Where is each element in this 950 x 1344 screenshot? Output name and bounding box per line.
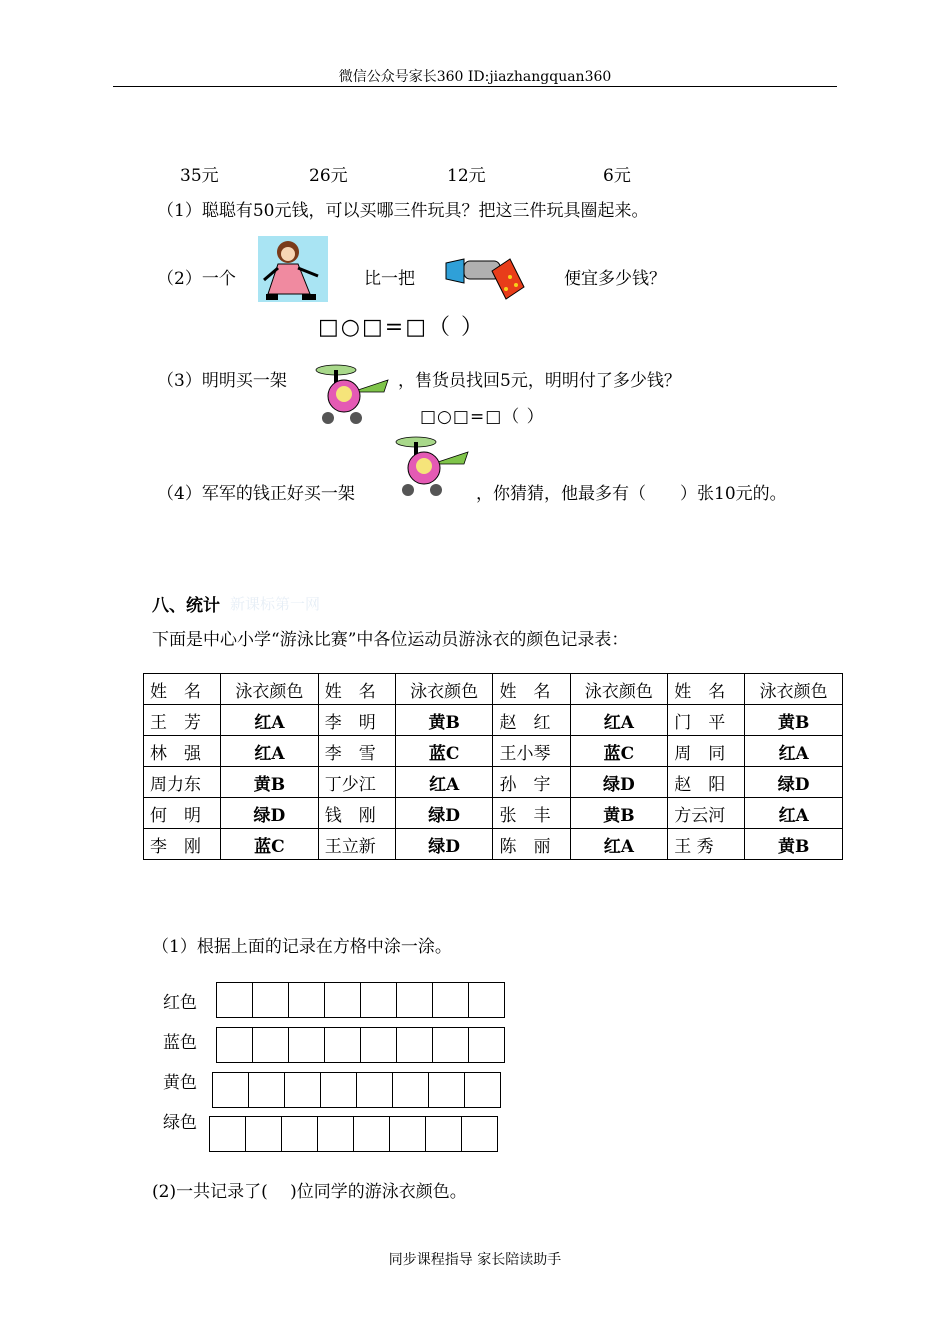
table-row (144, 736, 843, 767)
red-grid-row[interactable] (216, 982, 504, 1018)
name-cell: 孙 宇 (493, 767, 570, 798)
grid-cell[interactable] (389, 1116, 426, 1152)
header-cell: 泳衣颜色 (221, 674, 319, 705)
color-cell: 蓝C (570, 736, 668, 767)
sub-question-2: (2)一共记录了( )位同学的游泳衣颜色。 (152, 1182, 467, 1202)
question-2-formula: □○□=□（ ） (318, 315, 485, 340)
header-cell: 泳衣颜色 (570, 674, 668, 705)
price-1: 35元 (180, 166, 219, 186)
color-cell: 绿D (395, 798, 493, 829)
grid-cell[interactable] (432, 982, 469, 1018)
color-cell: 红A (570, 705, 668, 736)
name-cell: 赵 红 (493, 705, 570, 736)
header-cell: 泳衣颜色 (745, 674, 843, 705)
name-cell: 丁少江 (318, 767, 395, 798)
grid-cell[interactable] (288, 982, 325, 1018)
helicopter-icon (312, 362, 392, 426)
color-cell: 红A (570, 829, 668, 860)
grid-cell[interactable] (468, 1027, 505, 1063)
question-4-part-b: ，你猜猜，他最多有（ ）张10元的。 (476, 484, 787, 504)
header-cell: 姓 名 (318, 674, 395, 705)
grid-cell[interactable] (324, 982, 361, 1018)
color-cell: 绿D (221, 798, 319, 829)
grid-cell[interactable] (252, 1027, 289, 1063)
name-cell: 林 强 (144, 736, 221, 767)
price-3: 12元 (447, 166, 486, 186)
toy-drill-icon (444, 249, 526, 301)
grid-cell[interactable] (288, 1027, 325, 1063)
price-2: 26元 (309, 166, 348, 186)
name-cell: 李 刚 (144, 829, 221, 860)
color-cell: 绿D (745, 767, 843, 798)
name-cell: 周力东 (144, 767, 221, 798)
grid-cell[interactable] (317, 1116, 354, 1152)
name-cell: 钱 刚 (318, 798, 395, 829)
name-cell: 方云河 (668, 798, 745, 829)
color-cell: 黄B (221, 767, 319, 798)
section-title: 八、统计 (152, 596, 220, 616)
name-cell: 李 明 (318, 705, 395, 736)
grid-cell[interactable] (428, 1072, 465, 1108)
table-row (144, 705, 843, 736)
grid-cell[interactable] (284, 1072, 321, 1108)
grid-cell[interactable] (248, 1072, 285, 1108)
name-cell: 张 丰 (493, 798, 570, 829)
green-grid-row[interactable] (209, 1116, 497, 1152)
grid-cell[interactable] (360, 1027, 397, 1063)
watermark-text: 新课标第一网 (230, 595, 321, 613)
table-row (144, 798, 843, 829)
color-cell: 红A (395, 767, 493, 798)
color-cell: 红A (745, 736, 843, 767)
grid-cell[interactable] (212, 1072, 249, 1108)
page-footer: 同步课程指导 家长陪读助手 (388, 1252, 562, 1268)
grid-cell[interactable] (216, 982, 253, 1018)
color-cell: 红A (745, 798, 843, 829)
grid-cell[interactable] (432, 1027, 469, 1063)
doll-icon (258, 236, 328, 302)
grid-cell[interactable] (320, 1072, 357, 1108)
grid-label-red: 红色 (163, 993, 197, 1013)
question-3-formula: □○□=□（ ） (420, 407, 545, 427)
header-cell: 姓 名 (493, 674, 570, 705)
header-cell: 姓 名 (668, 674, 745, 705)
question-3-part-a: （3）明明买一架 (157, 371, 287, 391)
color-cell: 绿D (395, 829, 493, 860)
section-intro: 下面是中心小学“游泳比赛”中各位运动员游泳衣的颜色记录表： (152, 630, 629, 650)
grid-cell[interactable] (245, 1116, 282, 1152)
question-2-part-a: （2）一个 (157, 269, 236, 289)
name-cell: 何 明 (144, 798, 221, 829)
table-header-row (144, 674, 843, 705)
question-2-part-c: 便宜多少钱？ (564, 269, 666, 289)
table-row (144, 829, 843, 860)
color-cell: 红A (221, 705, 319, 736)
name-cell: 李 雪 (318, 736, 395, 767)
header-cell: 姓 名 (144, 674, 221, 705)
page-header: 微信公众号家长360 ID:jiazhangquan360 (338, 69, 612, 85)
grid-cell[interactable] (396, 982, 433, 1018)
color-cell: 黄B (395, 705, 493, 736)
grid-label-green: 绿色 (163, 1113, 197, 1133)
yellow-grid-row[interactable] (212, 1072, 500, 1108)
grid-cell[interactable] (392, 1072, 429, 1108)
header-divider (113, 86, 837, 87)
grid-cell[interactable] (353, 1116, 390, 1152)
grid-cell[interactable] (356, 1072, 393, 1108)
color-cell: 红A (221, 736, 319, 767)
name-cell: 周 同 (668, 736, 745, 767)
color-cell: 蓝C (395, 736, 493, 767)
name-cell: 王 秀 (668, 829, 745, 860)
color-cell: 绿D (570, 767, 668, 798)
color-cell: 蓝C (221, 829, 319, 860)
grid-cell[interactable] (461, 1116, 498, 1152)
swimsuit-color-table (143, 673, 843, 860)
color-cell: 黄B (745, 705, 843, 736)
name-cell: 王立新 (318, 829, 395, 860)
color-cell: 黄B (570, 798, 668, 829)
grid-cell[interactable] (425, 1116, 462, 1152)
table-row (144, 767, 843, 798)
question-2-part-b: 比一把 (364, 269, 415, 289)
blue-grid-row[interactable] (216, 1027, 504, 1063)
question-3-part-b: ，售货员找回5元，明明付了多少钱？ (398, 371, 681, 391)
name-cell: 赵 阳 (668, 767, 745, 798)
name-cell: 陈 丽 (493, 829, 570, 860)
grid-cell[interactable] (464, 1072, 501, 1108)
grid-cell[interactable] (324, 1027, 361, 1063)
grid-cell[interactable] (281, 1116, 318, 1152)
name-cell: 王 芳 (144, 705, 221, 736)
name-cell: 王小琴 (493, 736, 570, 767)
color-cell: 黄B (745, 829, 843, 860)
helicopter-icon-2 (392, 434, 472, 498)
grid-cell[interactable] (252, 982, 289, 1018)
grid-label-blue: 蓝色 (163, 1033, 197, 1053)
grid-cell[interactable] (468, 982, 505, 1018)
grid-cell[interactable] (360, 982, 397, 1018)
question-4-part-a: （4）军军的钱正好买一架 (157, 484, 355, 504)
sub-question-1: （1）根据上面的记录在方格中涂一涂。 (152, 937, 452, 957)
grid-cell[interactable] (396, 1027, 433, 1063)
name-cell: 门 平 (668, 705, 745, 736)
grid-label-yellow: 黄色 (163, 1073, 197, 1093)
grid-cell[interactable] (209, 1116, 246, 1152)
header-cell: 泳衣颜色 (395, 674, 493, 705)
price-4: 6元 (603, 166, 631, 186)
question-1: （1）聪聪有50元钱，可以买哪三件玩具？把这三件玩具圈起来。 (157, 201, 649, 221)
grid-cell[interactable] (216, 1027, 253, 1063)
